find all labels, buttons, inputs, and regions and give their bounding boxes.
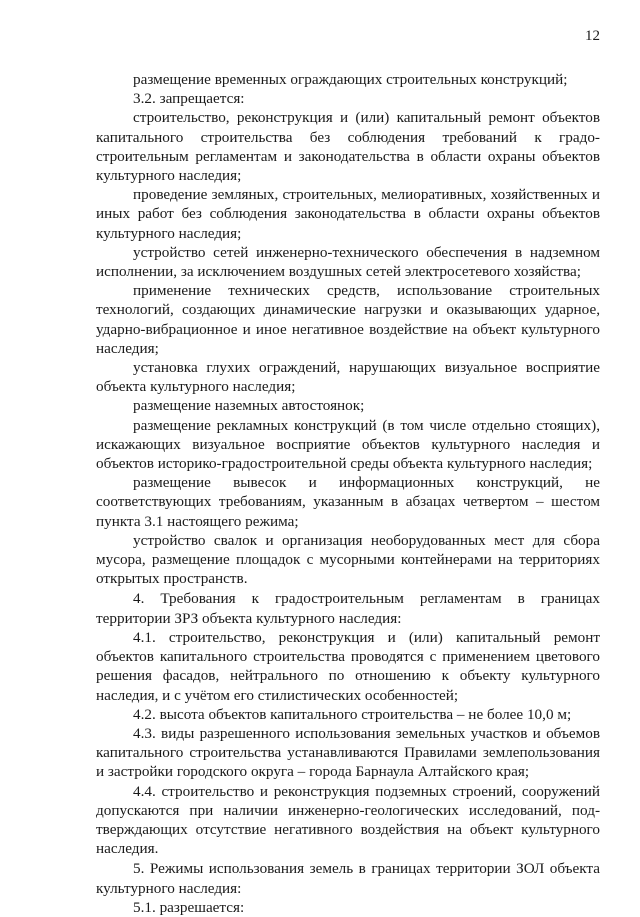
- paragraph: размещение рекламных конструкций (в том числе отдельно стоящих), искажающих визуальное восприятие объектов культурного наследия и объектов историко-градостроительной среды объекта культурного наследия;: [96, 416, 600, 473]
- paragraph: установка глухих ограждений, нарушающих визуальное восприятие объекта культурного наследия;: [96, 359, 600, 396]
- paragraph: 4.4. строительство и реконструкция подземных строений, сооружений допускаются при наличии инженерно-геологических исследований, под-тверждающих отсутствие негативного воздействия на объект культурного наследия.: [96, 782, 600, 858]
- paragraph: строительство, реконструкция и (или) капитальный ремонт объектов капитального строительства без соблюдения требований к градо-строительным регламентам и законодательства в области охраны объектов культурного наследия;: [96, 109, 600, 185]
- paragraph: проведение земляных, строительных, мелиоративных, хозяйственных и иных работ без соблюдения законодательства в области охраны объектов культурного наследия;: [96, 186, 600, 242]
- paragraph: 4.2. высота объектов капитального строительства – не более 10,0 м;: [133, 705, 572, 723]
- paragraph: 4.3. виды разрешенного использования земельных участков и объемов капитального строительства устанавливаются Правилами землепользования и застройки городского округа – города Барнаула Алтайского края;: [96, 724, 600, 781]
- paragraph: 4. Требования к градостроительным регламентам в границах территории ЗРЗ объекта культурного наследия:: [96, 590, 600, 627]
- page-number: 12: [585, 28, 600, 44]
- paragraph: устройство сетей инженерно-технического обеспечения в надземном исполнении, за исключением воздушных сетей электросетевого хозяйства;: [96, 243, 600, 281]
- paragraph: размещение вывесок и информационных конструкций, не соответствующих требованиям, указанным в абзацах четвертом – шестом пункта 3.1 настоящего режима;: [96, 474, 600, 530]
- paragraph: размещение временных ограждающих строительных конструкций;: [133, 71, 568, 88]
- paragraph: 5. Режимы использования земель в границах территории ЗОЛ объекта культурного наследия:: [96, 860, 600, 897]
- paragraph: 3.2. запрещается:: [133, 90, 245, 108]
- paragraph: 5.1. разрешается:: [133, 898, 245, 916]
- paragraph: 4.1. строительство, реконструкция и (или) капитальный ремонт объектов капитального строительства проводятся с применением цветового решения фасадов, нейтрального по отношению к объекту культурного наследия, и с учётом его стилистических особенностей;: [96, 628, 600, 704]
- paragraph: размещение наземных автостоянок;: [133, 397, 365, 415]
- paragraph: устройство свалок и организация необорудованных мест для сбора мусора, размещение площадок с мусорными контейнерами на территориях открытых пространств.: [96, 531, 600, 588]
- document-body: [96, 70, 600, 917]
- paragraph: применение технических средств, использование строительных технологий, создающих динамические нагрузки и оказывающих ударное, ударно-вибрационное и иное негативное воздействие на объект культурного наследия;: [96, 282, 600, 357]
